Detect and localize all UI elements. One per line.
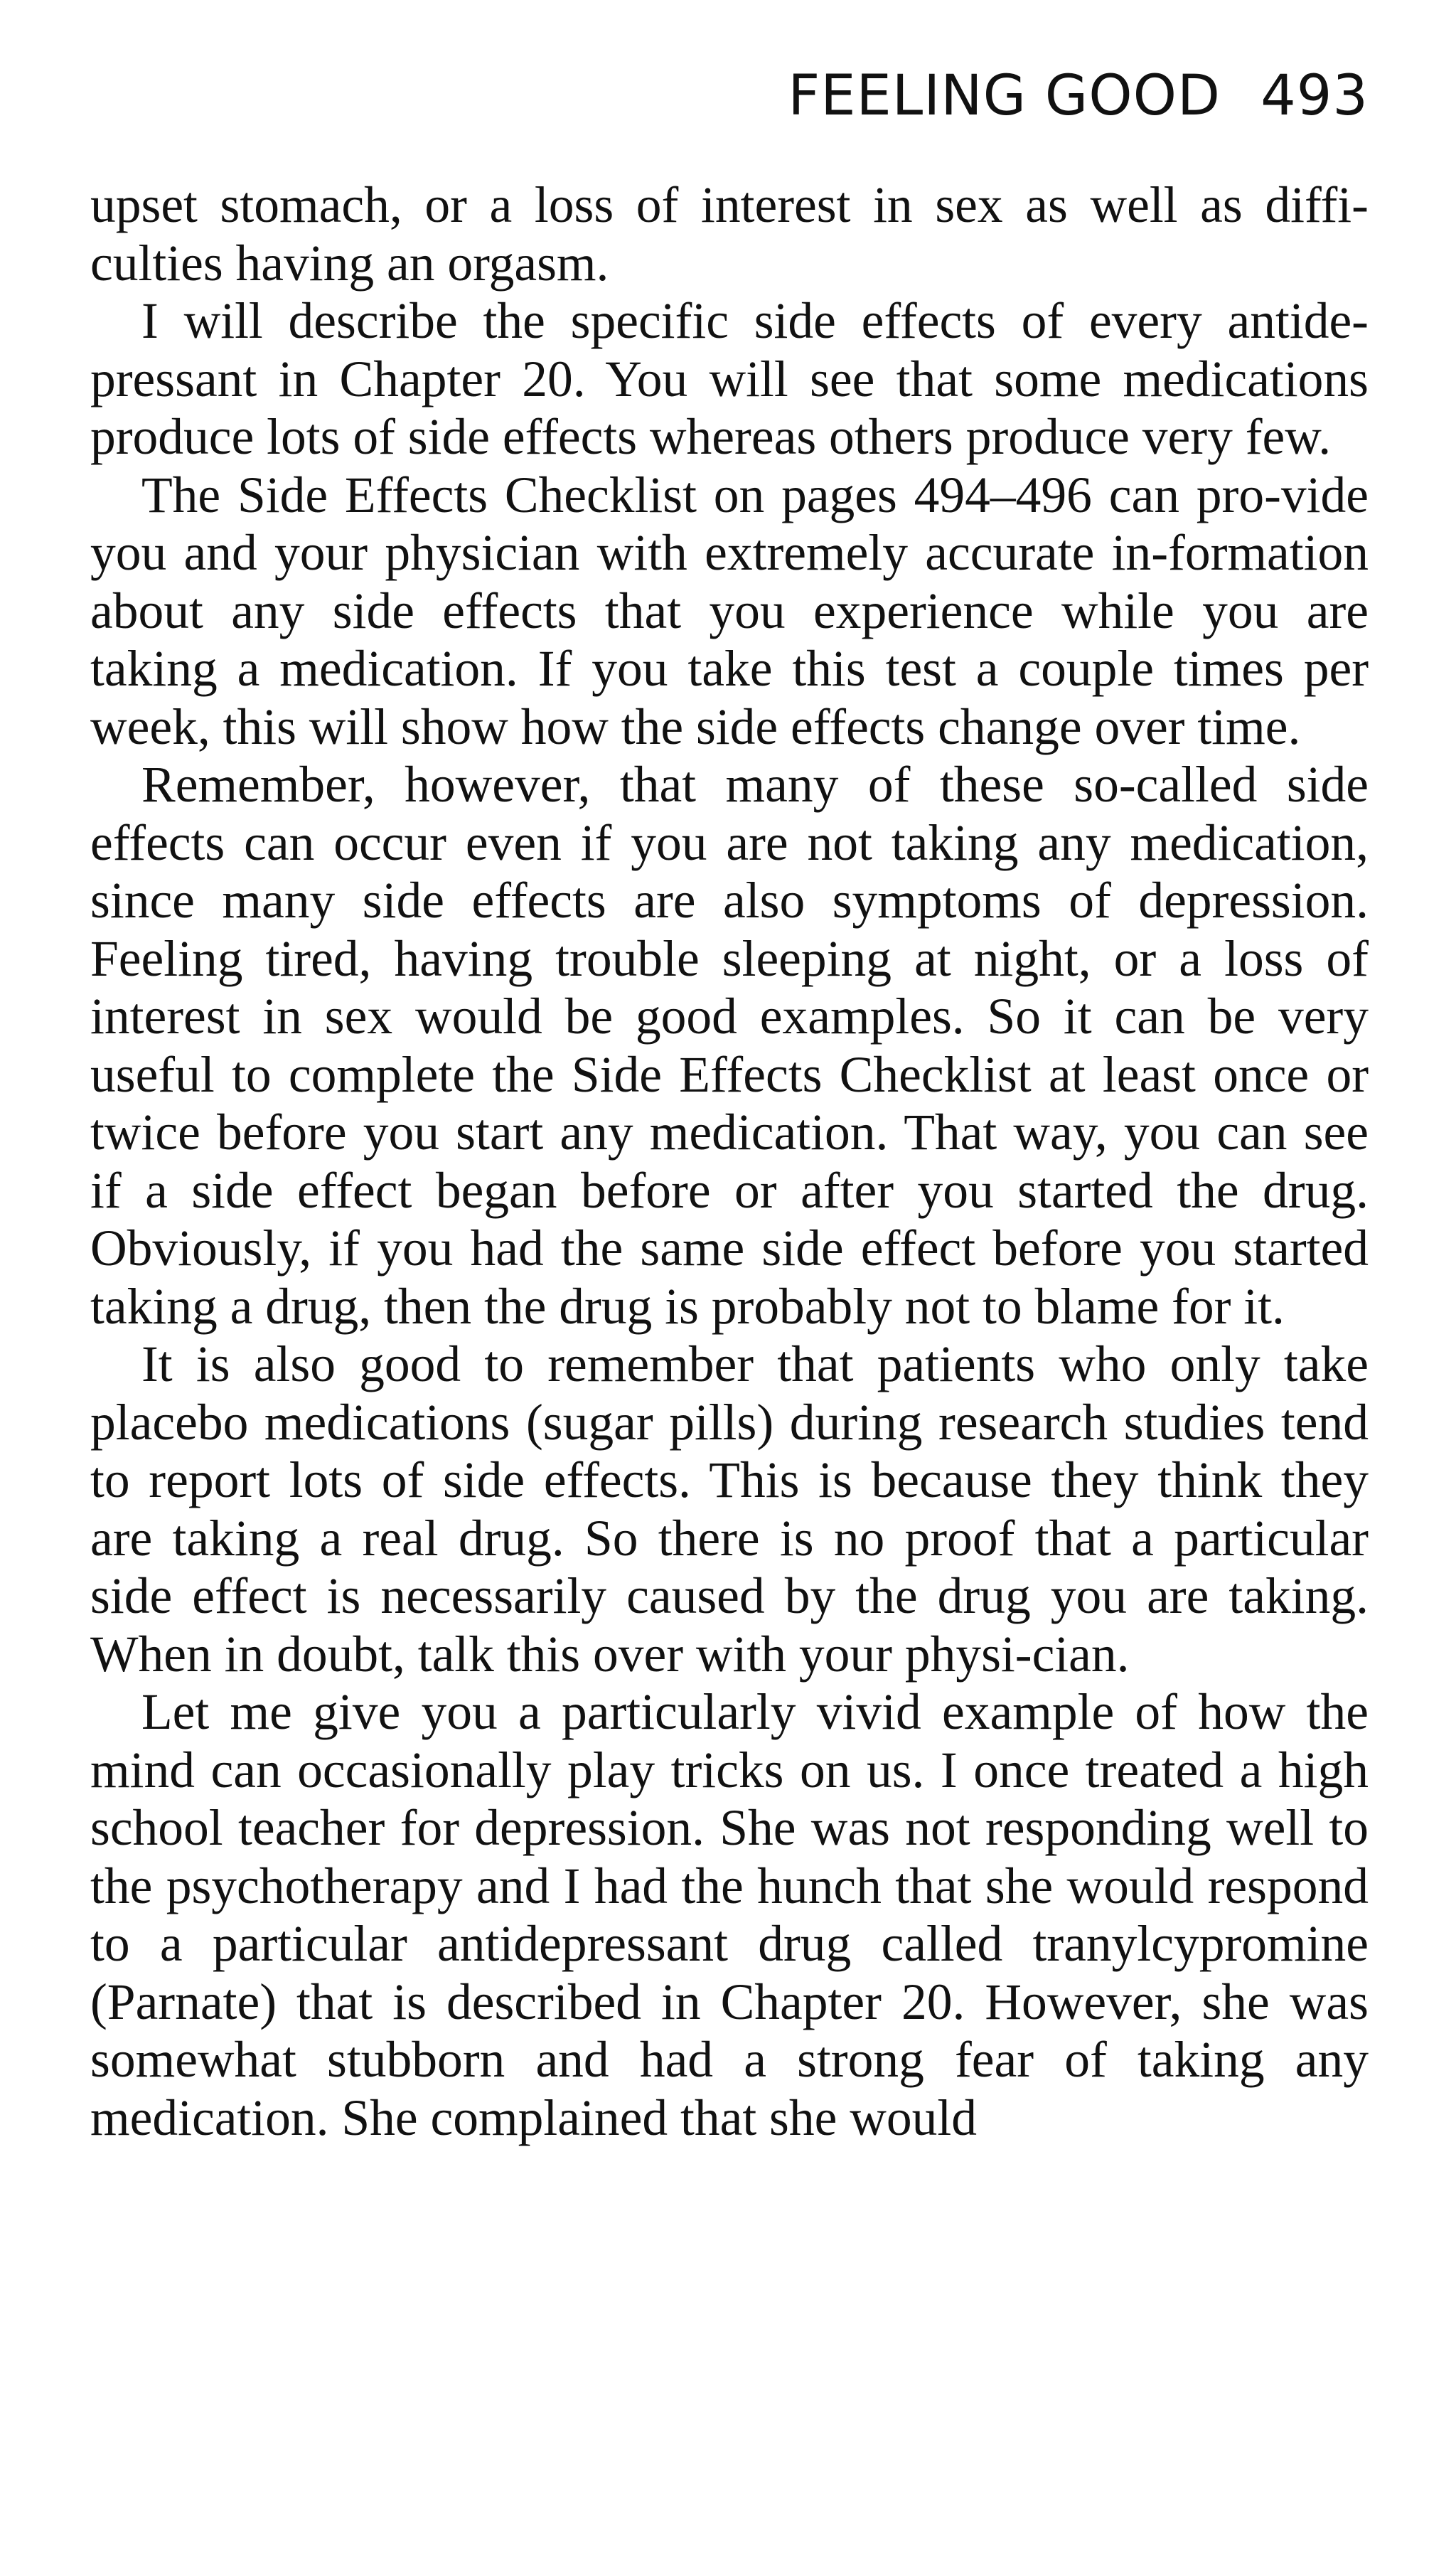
running-title: FEELING GOOD — [788, 64, 1221, 128]
paragraph: Remember, however, that many of these so-called side effects can occur even if you are not taking any medication, since many side effects are also symptoms of depression. Feeling tired, having trouble sleeping at night, or a loss of interest in sex would be good examples. So it can be very useful to complete the Side Effects Checklist at least once or twice before you start any medication. That way, you can see if a side effect began before or after you started the drug. Obviously, if you had the same side effect before you started taking a drug, then the drug is probably not to blame for it. — [90, 757, 1369, 1335]
paragraph: I will describe the specific side effects of every antide-pressant in Chapter 20. You will see that some medications produce lots of side effects whereas others produce very few. — [90, 293, 1369, 465]
paragraph: It is also good to remember that patients who only take placebo medications (sugar pills) during research studies tend to report lots of side effects. This is because they think they are taking a real drug. So there is no proof that a particular side effect is necessarily caused by the drug you are taking. When in doubt, talk this over with your physi-cian. — [90, 1336, 1369, 1683]
paragraph-continued: upset stomach, or a loss of interest in sex as well as diffi-culties having an orgasm. — [90, 177, 1369, 292]
paragraph: Let me give you a particularly vivid example of how the mind can occasionally play tricks on us. I once treated a high school teacher for depression. She was not responding well to the psychotherapy and I had the hunch that she would respond to a particular antidepressant drug called tranylcypromine (Parnate) that is described in Chapter 20. However, she was somewhat stubborn and had a strong fear of taking any medication. She complained that she would — [90, 1684, 1369, 2146]
page-number: 493 — [1260, 64, 1369, 128]
body-text — [90, 176, 1369, 2147]
running-head — [788, 64, 1369, 128]
paragraph: The Side Effects Checklist on pages 494–496 can pro-vide you and your physician with extremely accurate in-formation about any side effects that you experience while you are taking a medication. If you take this test a couple times per week, this will show how the side effects change over time. — [90, 467, 1369, 755]
